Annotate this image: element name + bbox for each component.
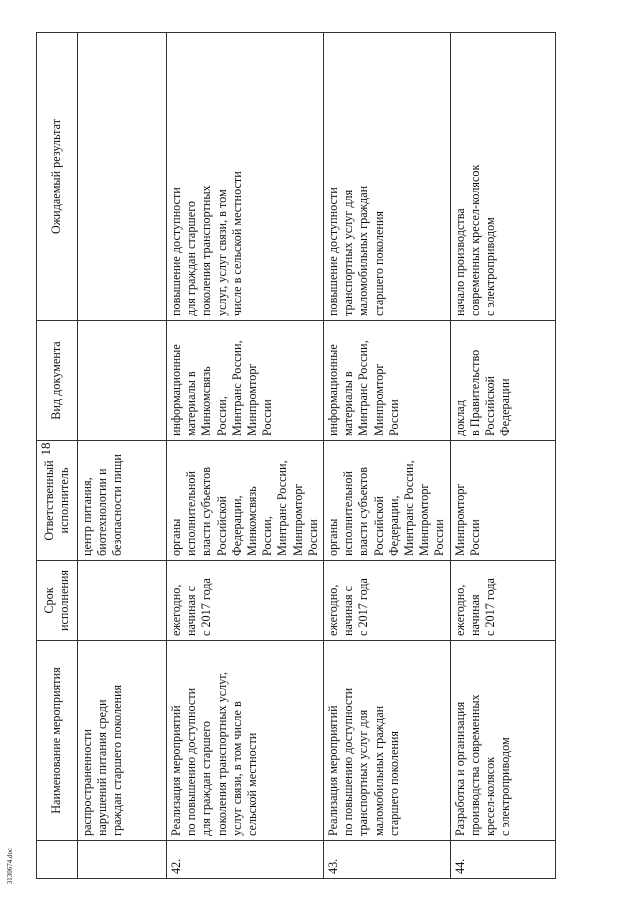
cell-name: распространенности нарушений питания среди граждан старшего поколения [78,641,167,841]
cell-responsible: органы исполнительной власти субъектов Российской Федерации, Минтранс России, Минпромторг России [324,441,451,561]
cell-name: Реализация мероприятий по повышению доступности для граждан старшего поколения транспортных услуг, услуг связи, в том числе в сельской местности [167,641,324,841]
cell-num [78,841,167,879]
cell-num: 42. [167,841,324,879]
cell-result: повышение доступности транспортных услуг для маломобильных граждан старшего поколения [324,33,451,321]
table-header-row [37,33,78,879]
cell-term: ежегодно, начиная с с 2017 года [324,561,451,641]
header-num [37,841,78,879]
measures-table [36,32,556,879]
cell-doc-type: информационные материалы в Минтранс России, Минпромторг России [324,321,451,441]
cell-num: 43. [324,841,451,879]
cell-responsible: Минпромторг России [450,441,555,561]
rotated-table-container [36,33,576,879]
cell-term [78,561,167,641]
header-doc-type: Вид документа [37,321,78,441]
table-row [167,33,324,879]
table-row [324,33,451,879]
page-number: 18 [38,442,53,456]
cell-result: повышение доступности для граждан старшего поколения транспортных услуг, услуг связи, в том числе в сельской местности [167,33,324,321]
table-row [78,33,167,879]
header-responsible: Ответственный исполнитель [37,441,78,561]
cell-doc-type: информационные материалы в Минкомсвязь России, Минтранс России, Минпромторг России [167,321,324,441]
cell-doc-type: доклад в Правительство Российской Федерации [450,321,555,441]
cell-num: 44. [450,841,555,879]
cell-term: ежегодно, начиная с с 2017 года [167,561,324,641]
cell-doc-type [78,321,167,441]
cell-result: начало производства современных кресел-колясок с электроприводом [450,33,555,321]
footer-file-code: 3130674.doc [6,847,14,885]
cell-result [78,33,167,321]
header-name: Наименование мероприятия [37,641,78,841]
cell-responsible: органы исполнительной власти субъектов Российской Федерации, Минкомсвязь России, Минтранс России, Минпромторг России [167,441,324,561]
header-result: Ожидаемый результат [37,33,78,321]
cell-responsible: центр питания, биотехнологии и безопасности пищи [78,441,167,561]
cell-term: ежегодно, начиная с 2017 года [450,561,555,641]
table-row [450,33,555,879]
cell-name: Реализация мероприятий по повышению доступности транспортных услуг для маломобильных граждан старшего поколения [324,641,451,841]
header-term: Срок исполнения [37,561,78,641]
cell-name: Разработка и организация производства современных кресел-колясок с электроприводом [450,641,555,841]
